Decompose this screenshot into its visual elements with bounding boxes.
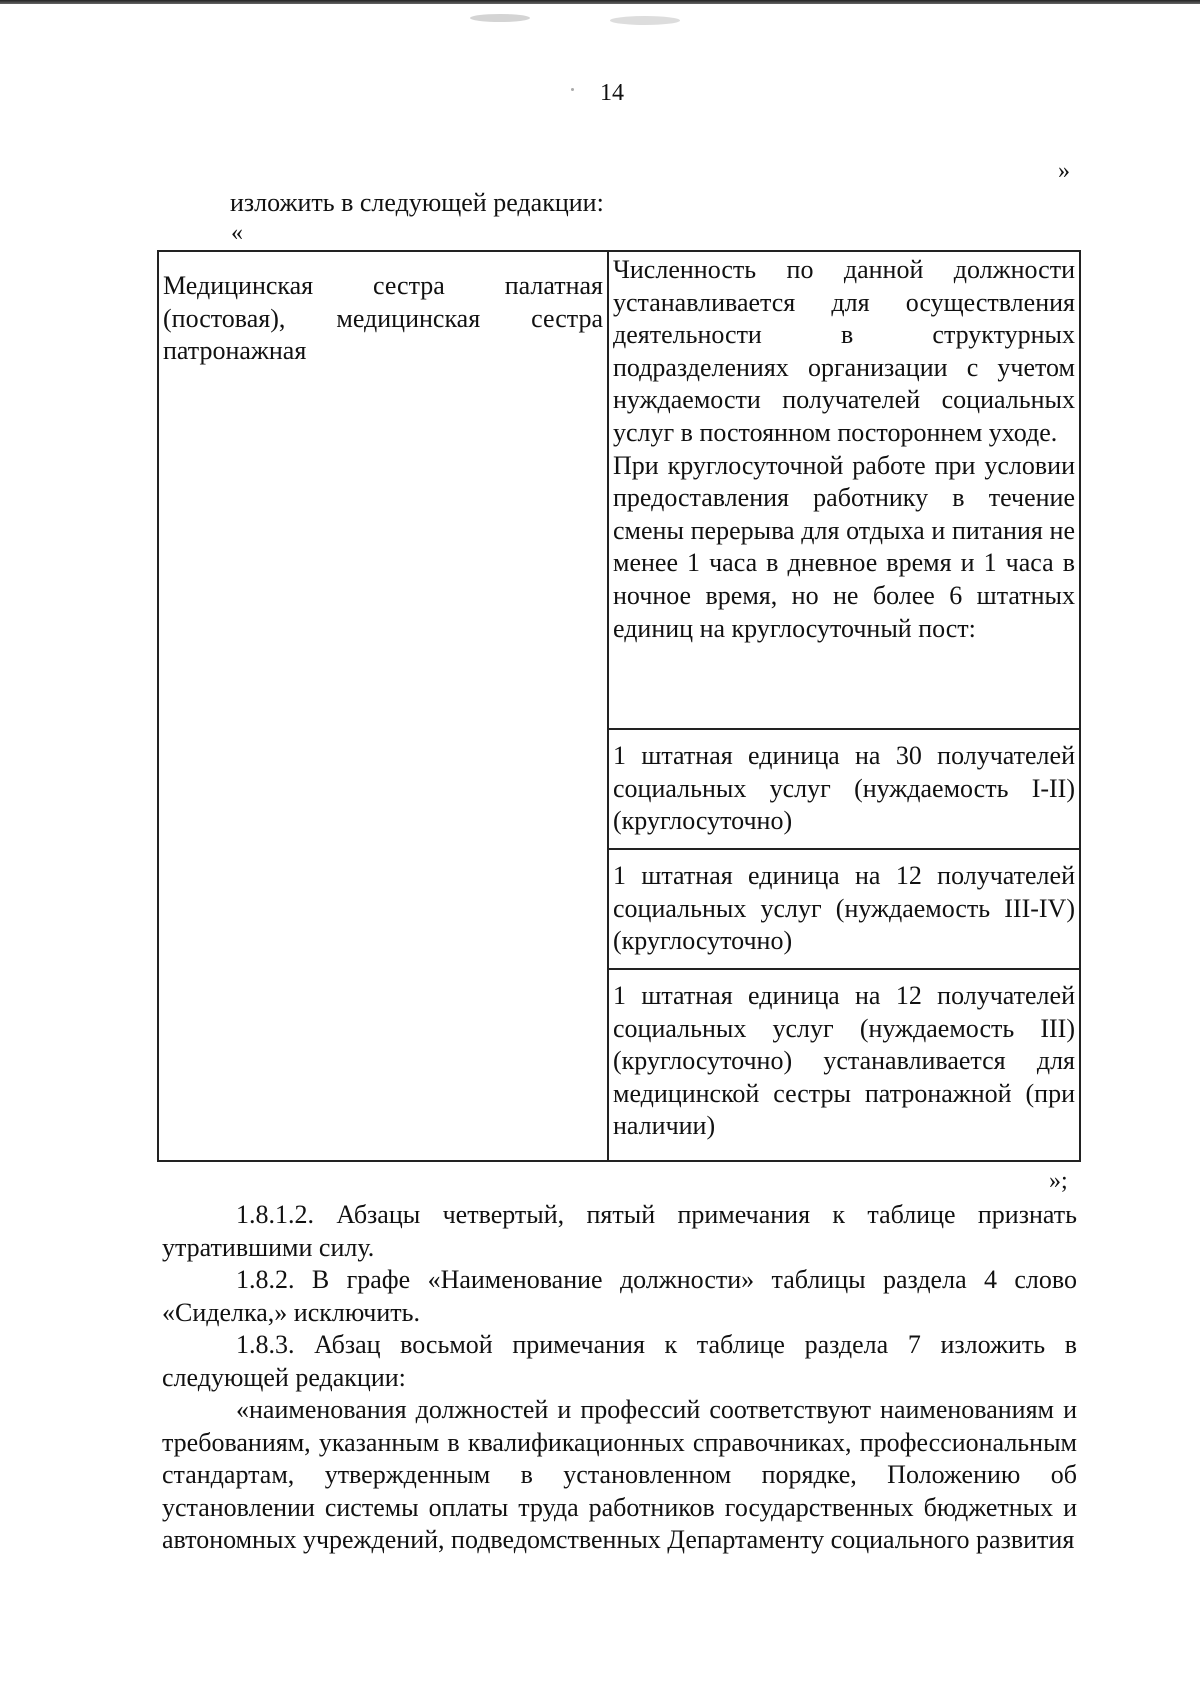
norm-text: Численность по данной должности устанавливается для осуществления деятельности в структурных подразделениях организации с учетом нуждаемости получателей социальных услуг в постоянном постороннем уходе. (613, 255, 1075, 447)
page-number: 14 (600, 80, 624, 106)
scan-top-border (0, 0, 1200, 4)
opening-quote: « (231, 220, 243, 246)
norm-text: При круглосуточной работе при условии предоставления работнику в течение смены перерыва для отдыха и питания не менее 1 часа в дневное время и 1 часа в ночное время, но не более 6 штатных единиц на круглосуточный пост: (613, 450, 1075, 643)
staffing-table (157, 250, 1081, 1162)
norm-cell (608, 729, 1080, 849)
closing-quote-top: » (1058, 158, 1070, 184)
position-cell (158, 251, 608, 1161)
paragraph: «наименования должностей и профессий соответствуют наименованиям и требованиям, указанным в квалификационных справочниках, профессиональным стандартам, утвержденным в установленном порядке, Положению об установлении системы оплаты труда работников государственных бюджетных и автономных учреждений, подведомственных Департаменту социального развития (162, 1395, 1077, 1554)
norm-text: 1 штатная единица на 12 получателей социальных услуг (нуждаемость III-IV) (круглосуточно) (613, 861, 1075, 956)
norm-cell (608, 969, 1080, 1161)
paragraph: 1.8.1.2. Абзацы четвертый, пятый примечания к таблице признать утратившими силу. (162, 1200, 1077, 1262)
norm-text: 1 штатная единица на 30 получателей социальных услуг (нуждаемость I-II) (круглосуточно) (613, 741, 1075, 836)
scan-speck (571, 88, 574, 91)
lead-text: изложить в следующей редакции: (230, 188, 604, 217)
body-text (162, 1199, 1077, 1557)
closing-quote-semicolon: »; (1049, 1168, 1068, 1194)
table-row (158, 251, 1080, 729)
norm-text: 1 штатная единица на 12 получателей социальных услуг (нуждаемость III) (круглосуточно) устанавливается для медицинской сестры патронажной (при наличии) (613, 981, 1075, 1141)
norm-cell (608, 251, 1080, 729)
position-name: Медицинская сестра палатная (постовая), медицинская сестра патронажная (163, 271, 603, 366)
paragraph: 1.8.2. В графе «Наименование должности» таблицы раздела 4 слово «Сиделка,» исключить. (162, 1265, 1077, 1327)
scan-speck (470, 14, 530, 22)
norm-cell (608, 849, 1080, 969)
scan-speck (610, 16, 680, 25)
paragraph: 1.8.3. Абзац восьмой примечания к таблице раздела 7 изложить в следующей редакции: (162, 1330, 1077, 1392)
